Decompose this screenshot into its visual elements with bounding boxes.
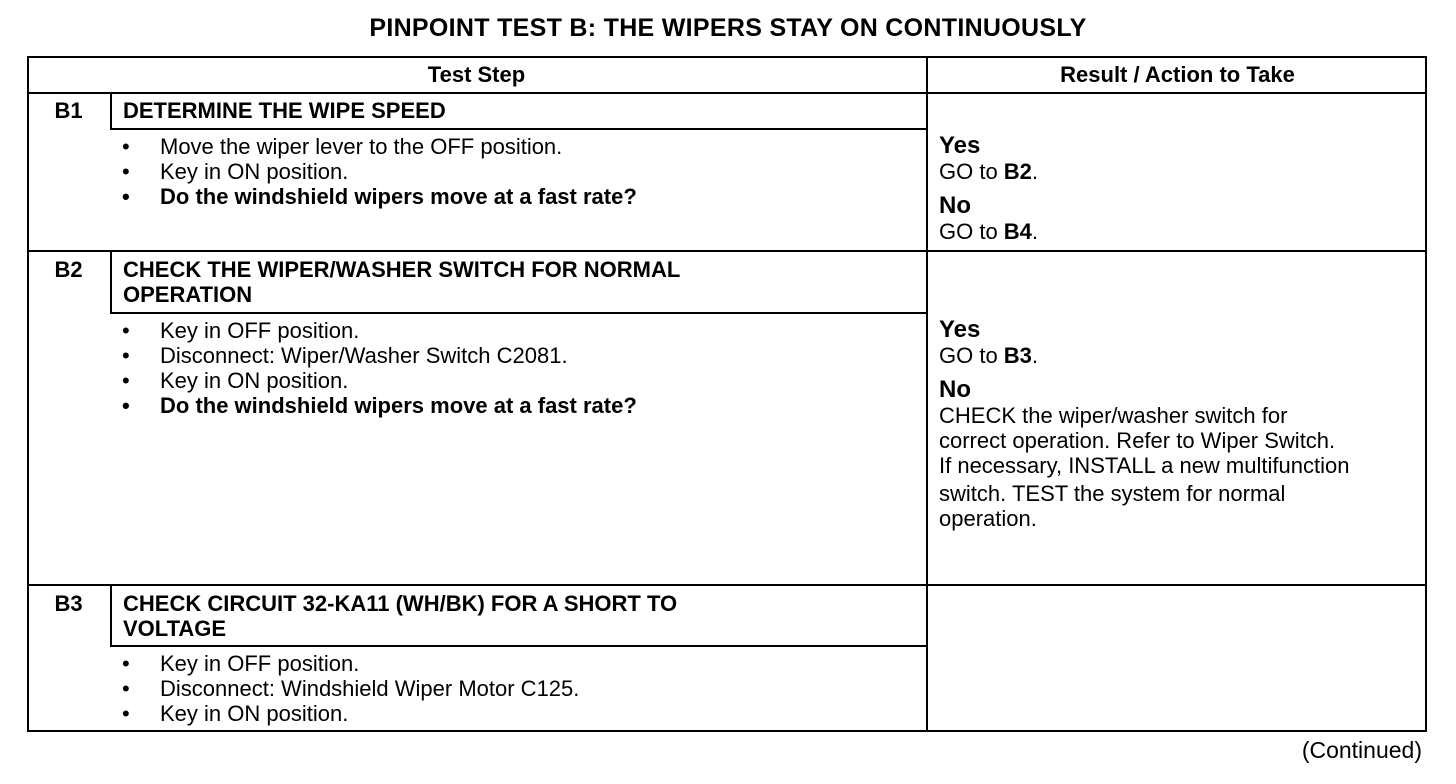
goto-step-link: B4 (1003, 219, 1032, 244)
continued-note: (Continued) (1301, 737, 1422, 763)
no-action-line: CHECK the wiper/washer switch for (939, 403, 1288, 428)
list-item: • Move the wiper lever to the OFF position. (119, 134, 637, 159)
step-id-b3: B3 (54, 591, 83, 616)
no-label: No (939, 192, 971, 219)
yes-label: Yes (939, 316, 981, 343)
b2-id-divider (110, 250, 112, 313)
pinpoint-test-table (27, 56, 1427, 732)
step-question: • Do the windshield wipers move at a fast rate? (119, 393, 637, 418)
no-action-line: operation. (939, 506, 1037, 531)
no-action-line: If necessary, INSTALL a new multifunction (939, 453, 1350, 478)
b1-row-divider (27, 250, 1427, 252)
step-b2-bullets (119, 318, 637, 418)
yes-action: GO to B3. (939, 343, 1039, 368)
no-label: No (939, 376, 971, 403)
yes-action: GO to B2. (939, 159, 1039, 184)
list-item: • Key in ON position. (119, 701, 579, 726)
list-item: • Disconnect: Wiper/Washer Switch C2081. (119, 343, 637, 368)
step-id-b1: B1 (54, 98, 83, 123)
list-item: • Disconnect: Windshield Wiper Motor C125. (119, 676, 579, 701)
step-b3-bullets (119, 651, 579, 726)
list-item: • Key in ON position. (119, 368, 637, 393)
step-b1-bullets (119, 134, 637, 209)
goto-step-link: B2 (1003, 159, 1032, 184)
step-heading-b3: CHECK CIRCUIT 32-KA11 (WH/BK) FOR A SHORT TO VOLTAGE (123, 591, 678, 641)
b3-heading-divider (110, 645, 927, 647)
step-question: • Do the windshield wipers move at a fast rate? (119, 184, 637, 209)
header-test-step: Test Step (427, 62, 526, 87)
step-id-b2: B2 (54, 257, 83, 282)
no-action-line: correct operation. Refer to Wiper Switch. (939, 428, 1336, 453)
yes-label: Yes (939, 132, 981, 159)
no-action: GO to B4. (939, 219, 1039, 244)
list-item: • Key in ON position. (119, 159, 637, 184)
list-item: • Key in OFF position. (119, 651, 579, 676)
no-action-line: switch. TEST the system for normal (939, 481, 1286, 506)
b3-id-divider (110, 584, 112, 646)
step-heading-b1: DETERMINE THE WIPE SPEED (123, 98, 446, 123)
goto-step-link: B3 (1003, 343, 1032, 368)
result-b1 (939, 132, 1427, 244)
b2-row-divider (27, 584, 1427, 586)
header-result: Result / Action to Take (1060, 62, 1295, 87)
b1-heading-divider (110, 128, 927, 130)
step-heading-b2: CHECK THE WIPER/WASHER SWITCH FOR NORMAL OPERATION (123, 257, 681, 307)
page-title: PINPOINT TEST B: THE WIPERS STAY ON CONTINUOUSLY (369, 14, 1087, 42)
result-b2 (939, 316, 1427, 531)
column-divider (926, 56, 928, 732)
b2-heading-divider (110, 312, 927, 314)
b1-id-divider (110, 92, 112, 130)
list-item: • Key in OFF position. (119, 318, 637, 343)
